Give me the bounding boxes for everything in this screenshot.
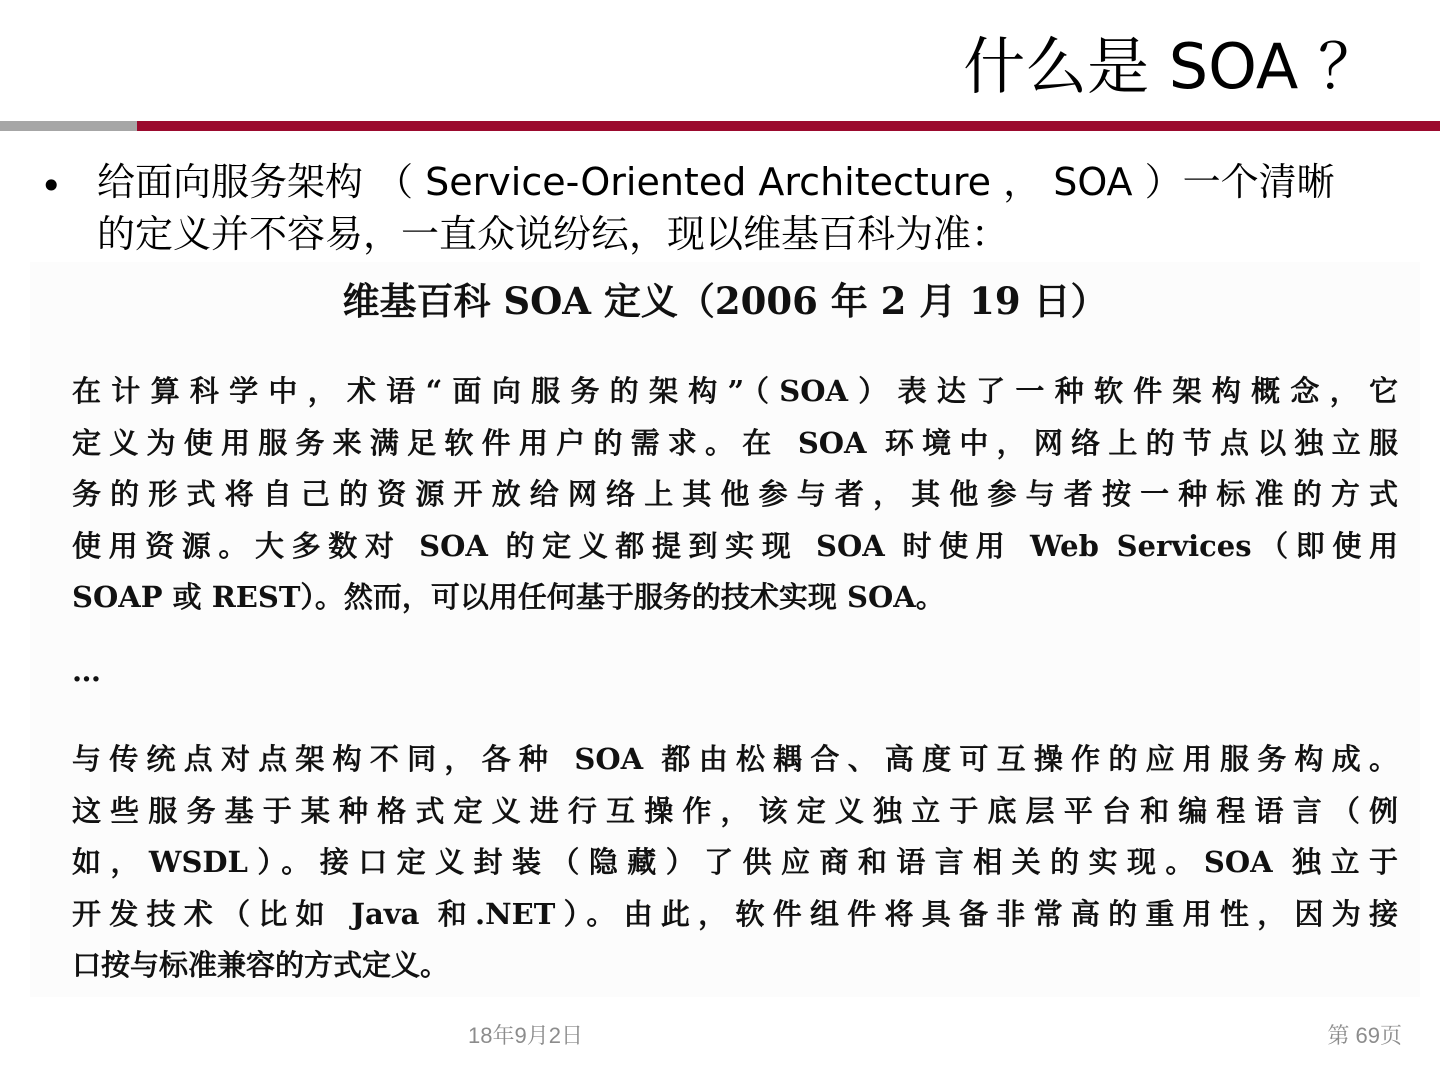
excerpt-line: 开发技术（比如 Java 和.NET）。由此，软件组件将具备非常高的重用性，因为接 [72, 896, 1398, 931]
excerpt-title: 维基百科 SOA 定义（2006 年 2 月 19 日） [342, 279, 1108, 323]
bullet-marker: • [40, 164, 63, 208]
excerpt-ellipsis: … [72, 654, 101, 688]
excerpt-line: 务的形式将自己的资源开放给网络上其他参与者，其他参与者按一种标准的方式 [72, 477, 1398, 511]
scanned-excerpt [30, 262, 1420, 997]
excerpt-paragraph-1 [72, 366, 1398, 624]
excerpt-line: 这些服务基于某种格式定义进行互操作，该定义独立于底层平台和编程语言（例 [72, 793, 1398, 828]
excerpt-line: 使用资源。大多数对 SOA 的定义都提到实现 SOA 时使用 Web Services（即使用 [72, 528, 1398, 563]
footer-date: 18年9月2日 [468, 1023, 583, 1048]
excerpt-line: 与传统点对点架构不同，各种 SOA 都由松耦合、高度可互操作的应用服务构成。 [72, 742, 1398, 776]
bullet-line-1: 给面向服务架构 （ Service-Oriented Architecture ， SOA ）一个清晰 [97, 160, 1335, 204]
title-rule-gray [0, 121, 137, 131]
slide-title: 什么是 SOA ？ [963, 30, 1380, 103]
footer-page-number: 第 69页 [1327, 1023, 1402, 1048]
bullet-text [97, 156, 1397, 260]
excerpt-paragraph-2 [72, 734, 1398, 992]
excerpt-line: 在计算科学中，术语“面向服务的架构”（SOA）表达了一种软件架构概念，它 [72, 374, 1398, 408]
title-rule-red [137, 121, 1440, 131]
excerpt-line: SOAP 或 REST）。然而，可以用任何基于服务的技术实现 SOA。 [72, 580, 945, 614]
excerpt-line: 定义为使用服务来满足软件用户的需求。在 SOA 环境中，网络上的节点以独立服 [72, 425, 1398, 460]
bullet-line-2: 的定义并不容易，一直众说纷纭，现以维基百科为准： [97, 212, 1010, 256]
excerpt-line: 如，WSDL）。接口定义封装（隐藏）了供应商和语言相关的实现。SOA 独立于 [72, 845, 1398, 879]
excerpt-line: 口按与标准兼容的方式定义。 [72, 948, 450, 982]
